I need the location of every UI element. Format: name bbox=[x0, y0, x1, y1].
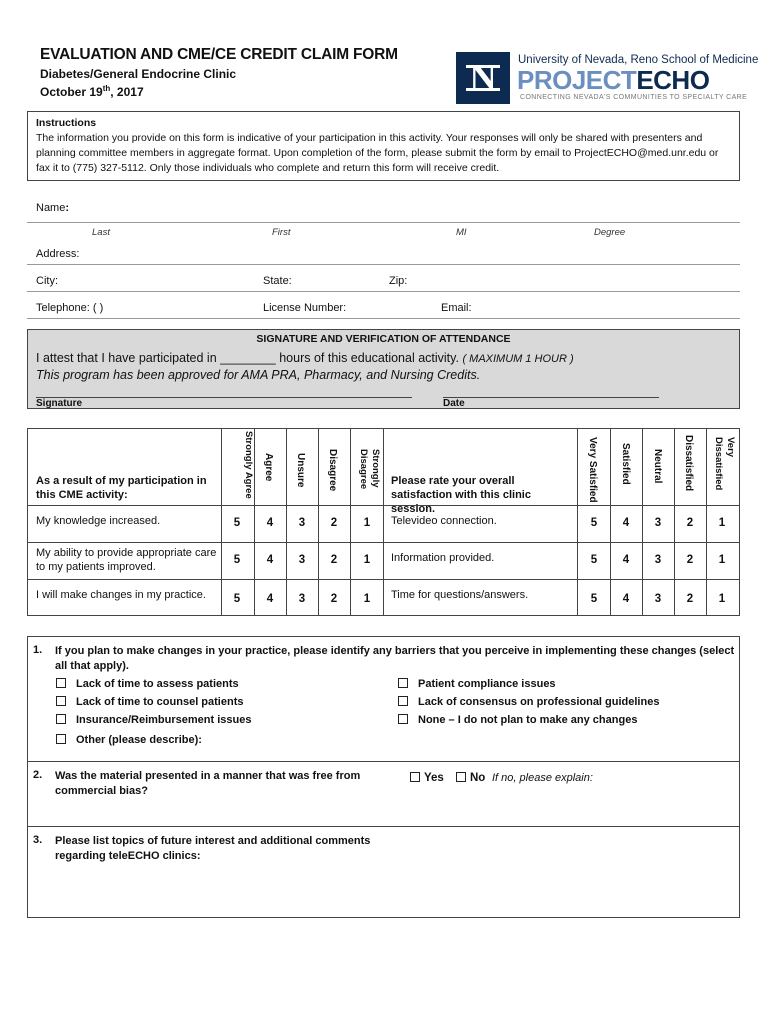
cme-row-text: I will make changes in my practice. bbox=[36, 589, 206, 601]
scale-very-satisfied: Very Satisfied bbox=[587, 437, 598, 503]
address-label: Address: bbox=[36, 248, 80, 260]
question-3-box bbox=[27, 826, 740, 918]
rating-option[interactable]: 3 bbox=[654, 517, 662, 529]
rating-option[interactable]: 3 bbox=[298, 593, 306, 605]
license-label: License Number: bbox=[263, 302, 347, 314]
city-line[interactable] bbox=[27, 291, 740, 292]
scale-strongly-disagree: Strongly Disagree bbox=[358, 449, 381, 490]
rating-option[interactable]: 2 bbox=[330, 517, 338, 529]
city-label: City: bbox=[36, 275, 58, 287]
signature-heading: SIGNATURE AND VERIFICATION OF ATTENDANCE bbox=[256, 333, 511, 345]
clinic-name: Diabetes/General Endocrine Clinic bbox=[40, 67, 237, 81]
telephone-label: Telephone: ( ) bbox=[36, 302, 104, 314]
barrier-option[interactable]: Lack of consensus on professional guidelines bbox=[398, 696, 659, 708]
rating-option[interactable]: 3 bbox=[654, 593, 662, 605]
rating-option[interactable]: 2 bbox=[330, 593, 338, 605]
rating-option[interactable]: 1 bbox=[718, 517, 726, 529]
rating-option[interactable]: 5 bbox=[233, 593, 241, 605]
cme-row-text: My ability to provide appropriate care to my patients improved. bbox=[36, 547, 217, 573]
signature-section bbox=[27, 329, 740, 409]
rating-option[interactable]: 1 bbox=[363, 593, 371, 605]
satisfaction-row-text: Televideo connection. bbox=[391, 515, 497, 527]
project-echo-logo: PROJECTECHO bbox=[517, 65, 710, 95]
satisfaction-row-text: Information provided. bbox=[391, 552, 495, 564]
cme-row-text: My knowledge increased. bbox=[36, 515, 161, 527]
university-name: University of Nevada, Reno School of Medicine bbox=[518, 54, 759, 66]
rating-option[interactable]: 5 bbox=[590, 517, 598, 529]
bias-explain-label: If no, please explain: bbox=[492, 772, 593, 784]
nevada-n-logo: N bbox=[456, 52, 510, 104]
cme-evaluation-table bbox=[27, 428, 740, 616]
telephone-line[interactable] bbox=[27, 318, 740, 319]
rating-option[interactable]: 4 bbox=[266, 554, 274, 566]
barrier-option[interactable]: Insurance/Reimbursement issues bbox=[56, 714, 251, 726]
rating-option[interactable]: 1 bbox=[363, 517, 371, 529]
email-label: Email: bbox=[441, 302, 472, 314]
barrier-option-none[interactable]: None – I do not plan to make any changes bbox=[398, 714, 637, 726]
scale-disagree: Disagree bbox=[327, 449, 338, 492]
signature-line[interactable] bbox=[36, 397, 412, 398]
date-label: Date bbox=[443, 398, 465, 409]
rating-option[interactable]: 4 bbox=[622, 517, 630, 529]
rating-option[interactable]: 1 bbox=[363, 554, 371, 566]
scale-strongly-agree: Strongly Agree bbox=[243, 431, 254, 499]
rating-option[interactable]: 3 bbox=[654, 554, 662, 566]
state-label: State: bbox=[263, 275, 292, 287]
instructions-text: The information you provide on this form is indicative of your participation in this activity. Your responses will only be shared with presenters and planning committee members in aggregate format. Upon completion of the form, please submit the form by email to ProjectECHO@med.unr.edu or fax it to (775) 327-5112. Only those individuals who complete and return this form will receive credit. bbox=[36, 132, 719, 174]
question-1-box bbox=[27, 636, 740, 762]
scale-very-dissatisfied: Very Dissatisfied bbox=[713, 437, 736, 491]
signature-label: Signature bbox=[36, 398, 83, 409]
zip-label: Zip: bbox=[389, 275, 408, 287]
rating-option[interactable]: 2 bbox=[686, 517, 694, 529]
question-2-text: Was the material presented in a manner that was free from commercial bias? bbox=[55, 770, 361, 797]
cme-question: As a result of my participation in this CME activity: bbox=[36, 475, 207, 501]
scale-satisfied: Satisfied bbox=[620, 443, 631, 485]
rating-option[interactable]: 1 bbox=[718, 593, 726, 605]
bias-yes-checkbox[interactable]: Yes bbox=[410, 772, 444, 784]
date-line[interactable] bbox=[443, 397, 659, 398]
rating-option[interactable]: 5 bbox=[590, 554, 598, 566]
barrier-option[interactable]: Lack of time to assess patients bbox=[56, 678, 239, 690]
question-3-number: 3. bbox=[33, 834, 43, 846]
name-label: Name: bbox=[36, 202, 70, 214]
instructions-box bbox=[27, 111, 740, 181]
rating-option[interactable]: 3 bbox=[298, 554, 306, 566]
scale-unsure: Unsure bbox=[295, 453, 306, 488]
rating-option[interactable]: 2 bbox=[686, 554, 694, 566]
name-line[interactable] bbox=[27, 222, 740, 223]
question-1-text: If you plan to make changes in your practice, please identify any barriers that you perceive in implementing these changes (select all that apply). bbox=[55, 645, 735, 672]
first-label: First bbox=[272, 227, 291, 238]
session-date: October 19th, 2017 bbox=[40, 84, 144, 99]
barrier-option-other[interactable]: Other (please describe): bbox=[56, 734, 202, 746]
last-label: Last bbox=[92, 227, 110, 238]
scale-agree: Agree bbox=[263, 453, 274, 482]
rating-option[interactable]: 4 bbox=[266, 517, 274, 529]
rating-option[interactable]: 4 bbox=[266, 593, 274, 605]
satisfaction-row-text: Time for questions/answers. bbox=[391, 589, 529, 601]
address-line[interactable] bbox=[27, 264, 740, 265]
logo-tagline: CONNECTING NEVADA'S COMMUNITIES TO SPECIALTY CARE bbox=[520, 94, 748, 101]
satisfaction-question: Please rate your overall satisfaction with this clinic session. bbox=[391, 475, 531, 515]
degree-label: Degree bbox=[594, 227, 626, 238]
rating-option[interactable]: 5 bbox=[233, 517, 241, 529]
question-3-text: Please list topics of future interest and additional comments regarding teleECHO clinics: bbox=[55, 835, 371, 862]
question-2-box bbox=[27, 761, 740, 827]
rating-option[interactable]: 4 bbox=[622, 554, 630, 566]
barrier-option[interactable]: Patient compliance issues bbox=[398, 678, 556, 690]
attestation-text: I attest that I have participated in ________ hours of this educational activity. ( MAXIMUM 1 HOUR ) bbox=[36, 351, 574, 365]
approval-text: This program has been approved for AMA PRA, Pharmacy, and Nursing Credits. bbox=[36, 368, 481, 382]
rating-option[interactable]: 5 bbox=[590, 593, 598, 605]
rating-option[interactable]: 1 bbox=[718, 554, 726, 566]
barrier-option[interactable]: Lack of time to counsel patients bbox=[56, 696, 243, 708]
rating-option[interactable]: 3 bbox=[298, 517, 306, 529]
form-title: EVALUATION AND CME/CE CREDIT CLAIM FORM bbox=[40, 46, 398, 63]
rating-option[interactable]: 5 bbox=[233, 554, 241, 566]
question-2-number: 2. bbox=[33, 769, 43, 781]
question-1-number: 1. bbox=[33, 644, 43, 656]
rating-option[interactable]: 2 bbox=[330, 554, 338, 566]
rating-option[interactable]: 2 bbox=[686, 593, 694, 605]
scale-dissatisfied: Dissatisfied bbox=[683, 435, 694, 492]
mi-label: MI bbox=[456, 227, 467, 238]
instructions-heading: Instructions bbox=[36, 117, 97, 129]
scale-neutral: Neutral bbox=[652, 449, 663, 484]
rating-option[interactable]: 4 bbox=[622, 593, 630, 605]
bias-no-checkbox[interactable]: No bbox=[456, 772, 485, 784]
